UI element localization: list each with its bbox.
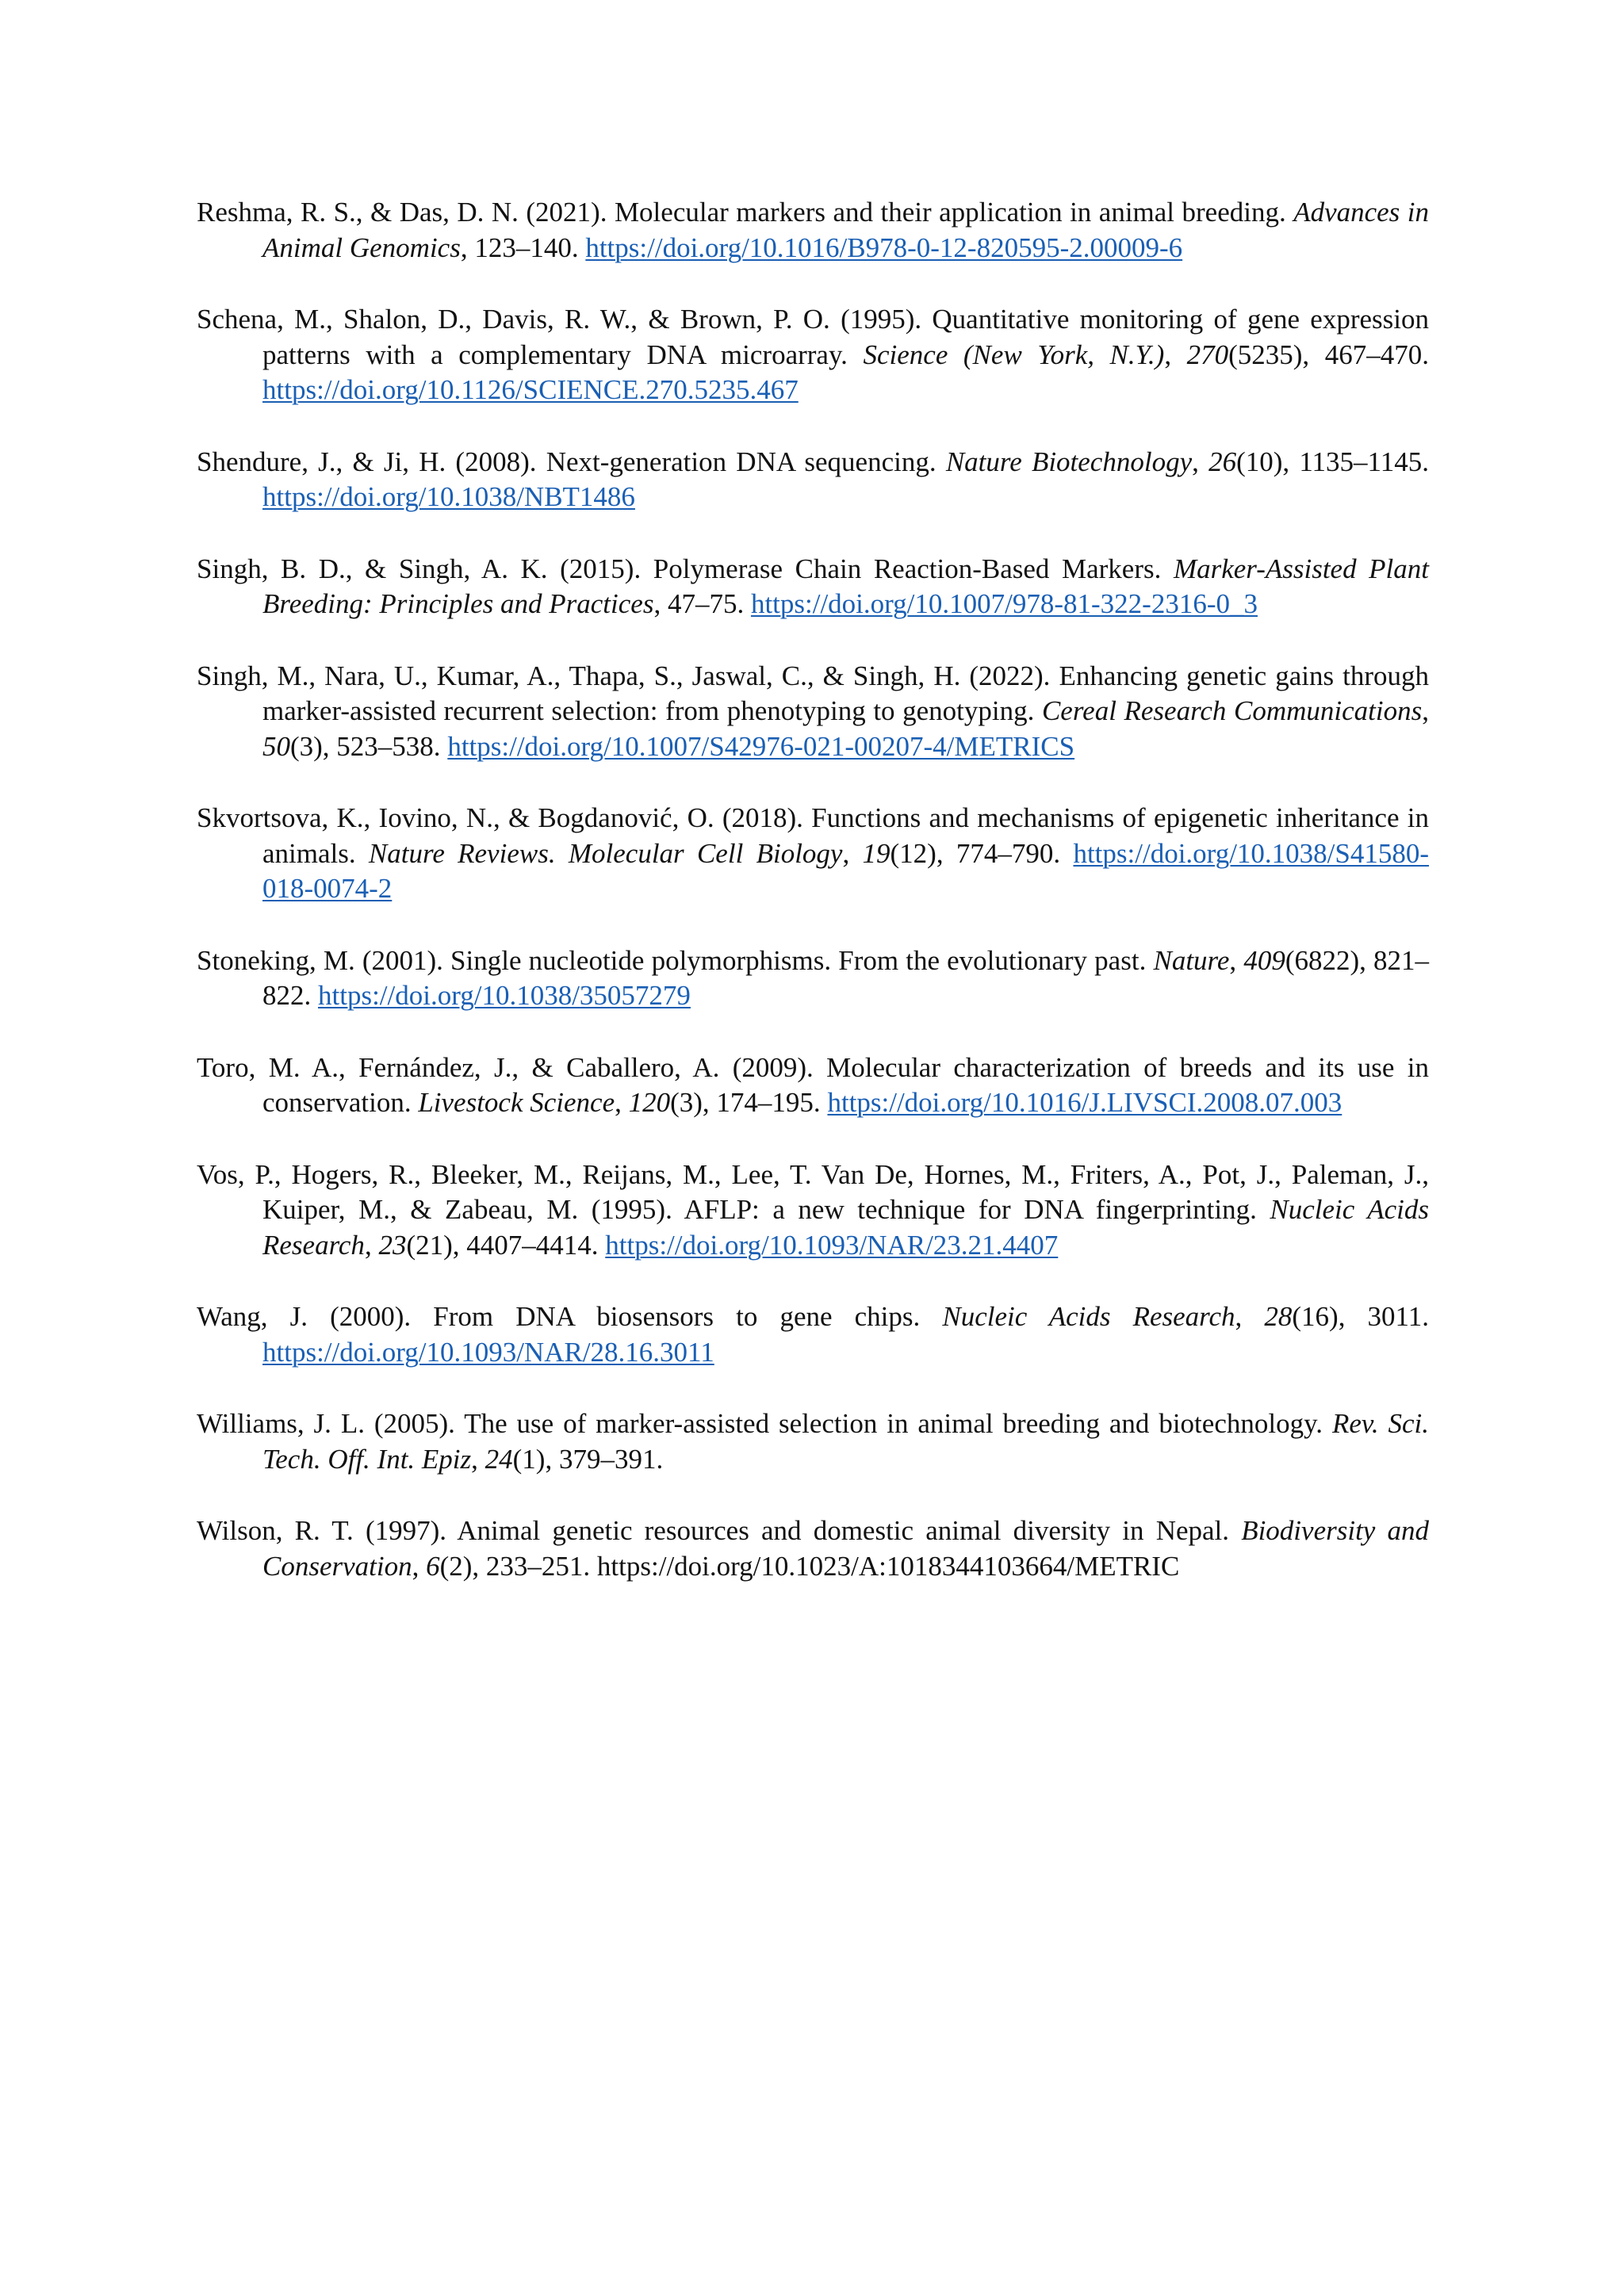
reference-volume: 26 <box>1208 446 1237 477</box>
reference-detail: (12), 774–790. <box>890 837 1074 869</box>
reference-separator: , <box>471 1443 485 1475</box>
reference-authors-title: Wang, J. (2000). From DNA biosensors to gene chips. <box>197 1301 943 1332</box>
reference-authors-title: Vos, P., Hogers, R., Bleeker, M., Reijans, M., Lee, T. Van De, Hornes, M., Friters, A., Pot, J., Paleman, J., Kuiper, M., & Zabeau, M. (1995). AFLP: a new technique for DNA fingerprinting. <box>197 1158 1429 1225</box>
reference-source: Livestock Science <box>418 1087 615 1118</box>
reference-authors-title: Singh, B. D., & Singh, A. K. (2015). Polymerase Chain Reaction-Based Markers. <box>197 553 1174 584</box>
reference-source: Biodiversity and Conservation <box>262 1515 1429 1582</box>
doi-link[interactable]: https://doi.org/10.1038/35057279 <box>318 980 691 1011</box>
reference-detail: (3), 174–195. <box>670 1087 828 1118</box>
reference-separator: , <box>615 1087 629 1118</box>
reference-source: Marker-Assisted Plant Breeding: Principles and Practices <box>262 553 1429 619</box>
reference-authors-title: Singh, M., Nara, U., Kumar, A., Thapa, S., Jaswal, C., & Singh, H. (2022). Enhancing genetic gains through marker-assisted recurrent selection: from phenotyping to genotyping. <box>197 660 1429 726</box>
doi-link[interactable]: https://doi.org/10.1016/J.LIVSCI.2008.07.003 <box>827 1087 1342 1118</box>
reference-separator: , <box>1192 446 1209 477</box>
reference-entry <box>197 552 1429 622</box>
reference-detail: (5235), 467–470. <box>1228 339 1429 370</box>
reference-entry <box>197 195 1429 266</box>
reference-entry <box>197 1406 1429 1477</box>
reference-volume: 24 <box>485 1443 513 1475</box>
reference-list <box>197 195 1429 1621</box>
reference-volume: 50 <box>262 730 290 762</box>
reference-volume: 28 <box>1264 1301 1293 1332</box>
reference-source: Advances in Animal Genomics <box>262 197 1429 263</box>
reference-separator: , <box>1164 339 1187 370</box>
doi-link[interactable]: https://doi.org/10.1038/S41580-018-0074-2 <box>262 837 1430 904</box>
reference-source: Nature Biotechnology <box>945 446 1193 477</box>
reference-source: Rev. Sci. Tech. Off. Int. Epiz <box>262 1408 1429 1475</box>
doi-link[interactable]: https://doi.org/10.1126/SCIENCE.270.5235.467 <box>262 374 799 405</box>
reference-separator: , <box>842 837 863 869</box>
reference-authors-title: Toro, M. A., Fernández, J., & Caballero, A. (2009). Molecular characterization of breeds and its use in conservation. <box>197 1051 1429 1118</box>
reference-source: Cereal Research Communications <box>1041 695 1423 726</box>
doi-link[interactable]: https://doi.org/10.1093/NAR/28.16.3011 <box>262 1336 714 1368</box>
reference-detail: (2), 233–251. <box>439 1550 597 1582</box>
reference-entry <box>197 445 1429 515</box>
reference-entry <box>197 1299 1429 1370</box>
reference-authors-title: Skvortsova, K., Iovino, N., & Bogdanović, O. (2018). Functions and mechanisms of epigenetic inheritance in animals. <box>197 802 1429 869</box>
reference-source: Nucleic Acids Research <box>942 1301 1235 1332</box>
reference-separator: , <box>1422 695 1429 726</box>
doi-link[interactable]: https://doi.org/10.1016/B978-0-12-820595-2.00009-6 <box>585 232 1183 263</box>
reference-detail: (16), 3011. <box>1292 1301 1430 1332</box>
doi-link[interactable]: https://doi.org/10.1007/S42976-021-00207-4/METRICS <box>447 730 1075 762</box>
reference-detail: (1), 379–391. <box>512 1443 664 1475</box>
reference-source: Nature <box>1153 944 1230 976</box>
reference-volume: 120 <box>628 1087 671 1118</box>
doi-link[interactable]: https://doi.org/10.1093/NAR/23.21.4407 <box>605 1229 1059 1261</box>
reference-authors-title: Wilson, R. T. (1997). Animal genetic resources and domestic animal diversity in Nepal. <box>197 1515 1242 1546</box>
reference-entry <box>197 1050 1429 1121</box>
reference-entry <box>197 801 1429 907</box>
doi-link[interactable]: https://doi.org/10.1007/978-81-322-2316-0_3 <box>750 588 1258 619</box>
reference-detail: (10), 1135–1145. <box>1236 446 1429 477</box>
reference-detail: , 47–75. <box>653 588 751 619</box>
doi-link[interactable]: https://doi.org/10.1038/NBT1486 <box>262 481 635 512</box>
reference-volume: 23 <box>378 1229 407 1261</box>
reference-separator: , <box>1235 1301 1265 1332</box>
doi-text: https://doi.org/10.1023/A:1018344103664/METRIC <box>596 1550 1180 1582</box>
reference-volume: 19 <box>862 837 891 869</box>
reference-authors-title: Williams, J. L. (2005). The use of marker-assisted selection in animal breeding and biotechnology. <box>197 1408 1332 1439</box>
reference-authors-title: Shendure, J., & Ji, H. (2008). Next-generation DNA sequencing. <box>197 446 946 477</box>
reference-separator: , <box>1229 944 1244 976</box>
reference-volume: 270 <box>1186 339 1229 370</box>
reference-source: Nucleic Acids Research <box>262 1194 1429 1261</box>
reference-authors-title: Schena, M., Shalon, D., Davis, R. W., & Brown, P. O. (1995). Quantitative monitoring of gene expression patterns with a complementary DNA microarray. <box>197 304 1429 370</box>
reference-source: Nature Reviews. Molecular Cell Biology <box>368 837 843 869</box>
reference-separator: , <box>364 1229 379 1261</box>
reference-authors-title: Stoneking, M. (2001). Single nucleotide polymorphisms. From the evolutionary past. <box>197 944 1154 976</box>
reference-detail: , 123–140. <box>460 232 586 263</box>
reference-separator: , <box>412 1550 427 1582</box>
reference-detail: (3), 523–538. <box>290 730 448 762</box>
reference-volume: 6 <box>426 1550 440 1582</box>
reference-entry <box>197 1158 1429 1264</box>
reference-volume: 409 <box>1243 944 1285 976</box>
reference-entry <box>197 943 1429 1014</box>
reference-entry <box>197 302 1429 408</box>
reference-detail: (21), 4407–4414. <box>406 1229 606 1261</box>
reference-entry <box>197 659 1429 765</box>
reference-authors-title: Reshma, R. S., & Das, D. N. (2021). Molecular markers and their application in animal breeding. <box>197 197 1294 228</box>
reference-source: Science (New York, N.Y.) <box>863 339 1165 370</box>
reference-detail: (6822), 821–822. <box>262 944 1430 1011</box>
reference-entry <box>197 1513 1429 1584</box>
